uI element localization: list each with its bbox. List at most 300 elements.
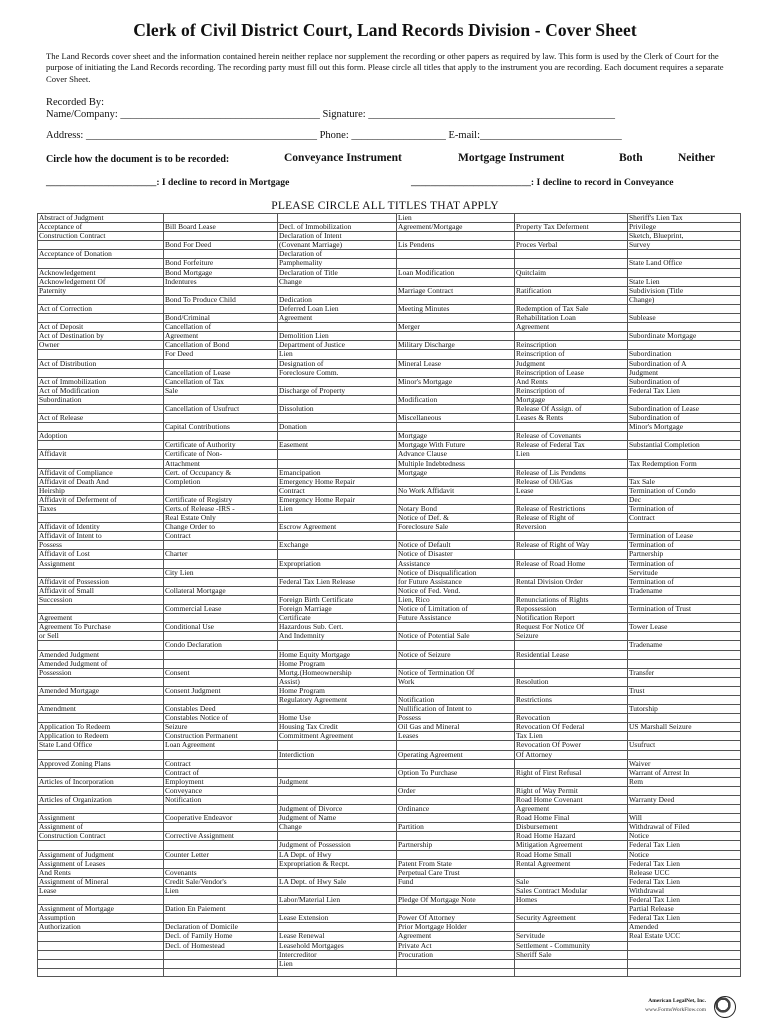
title-cell[interactable] bbox=[397, 759, 515, 768]
title-cell[interactable] bbox=[628, 432, 741, 441]
title-cell[interactable] bbox=[397, 404, 515, 413]
title-cell[interactable]: Taxes bbox=[38, 505, 164, 514]
title-cell[interactable] bbox=[397, 777, 515, 786]
title-cell[interactable]: Judgment bbox=[278, 777, 397, 786]
title-cell[interactable]: Home Equity Mortgage bbox=[278, 650, 397, 659]
title-cell[interactable]: Decl. of Family Home bbox=[164, 932, 278, 941]
title-cell[interactable]: Affidavit of Possession bbox=[38, 577, 164, 586]
title-cell[interactable] bbox=[515, 332, 628, 341]
title-cell[interactable]: Leases & Rents bbox=[515, 414, 628, 423]
title-cell[interactable]: Bond Forfeiture bbox=[164, 259, 278, 268]
decline-mortgage[interactable]: _______________________: I decline to record in Mortgage bbox=[46, 177, 290, 188]
title-cell[interactable]: Expropriation & Recpt. bbox=[278, 859, 397, 868]
title-cell[interactable]: Federal Tax Lien bbox=[628, 877, 741, 886]
title-cell[interactable] bbox=[38, 459, 164, 468]
title-cell[interactable]: Warranty Deed bbox=[628, 796, 741, 805]
title-cell[interactable] bbox=[38, 750, 164, 759]
title-cell[interactable]: Road Home Hazard bbox=[515, 832, 628, 841]
title-cell[interactable]: Foreclosure Comm. bbox=[278, 368, 397, 377]
title-cell[interactable] bbox=[515, 668, 628, 677]
title-cell[interactable] bbox=[515, 568, 628, 577]
title-cell[interactable]: Seizure bbox=[515, 632, 628, 641]
title-cell[interactable]: Tower Lease bbox=[628, 623, 741, 632]
title-cell[interactable]: Conveyance bbox=[164, 786, 278, 795]
title-cell[interactable]: (Covenant Marriage) bbox=[278, 241, 397, 250]
title-cell[interactable]: Right of Way Permit bbox=[515, 786, 628, 795]
title-cell[interactable] bbox=[38, 695, 164, 704]
title-cell[interactable] bbox=[278, 759, 397, 768]
title-cell[interactable] bbox=[515, 659, 628, 668]
title-cell[interactable] bbox=[397, 368, 515, 377]
title-cell[interactable] bbox=[397, 495, 515, 504]
title-cell[interactable]: Mortg.(Homeownership bbox=[278, 668, 397, 677]
title-cell[interactable]: Minor's Mortgage bbox=[397, 377, 515, 386]
option-conveyance[interactable]: Conveyance Instrument bbox=[284, 152, 402, 164]
title-cell[interactable] bbox=[164, 414, 278, 423]
title-cell[interactable]: Notice of Termination Of bbox=[397, 668, 515, 677]
title-cell[interactable]: Request For Notice Of bbox=[515, 623, 628, 632]
title-cell[interactable]: Amended bbox=[628, 923, 741, 932]
title-cell[interactable] bbox=[628, 250, 741, 259]
title-cell[interactable]: Approved Zoning Plans bbox=[38, 759, 164, 768]
title-cell[interactable]: Nullification of Intent to bbox=[397, 705, 515, 714]
title-cell[interactable]: Construction Contract bbox=[38, 832, 164, 841]
title-cell[interactable]: Judgment bbox=[515, 359, 628, 368]
title-cell[interactable]: Trust bbox=[628, 686, 741, 695]
title-cell[interactable]: Partnership bbox=[628, 550, 741, 559]
name-signature-line[interactable]: Name/Company: ______________________________________ Signature: _______________________________________________ bbox=[46, 109, 616, 120]
title-cell[interactable]: Perpetual Care Trust bbox=[397, 868, 515, 877]
title-cell[interactable] bbox=[38, 805, 164, 814]
title-cell[interactable]: Assignment of bbox=[38, 823, 164, 832]
title-cell[interactable]: Construction Contract bbox=[38, 232, 164, 241]
title-cell[interactable]: Cancellation of Tax bbox=[164, 377, 278, 386]
title-cell[interactable]: State Land Office bbox=[628, 259, 741, 268]
title-cell[interactable]: Partial Release bbox=[628, 905, 741, 914]
option-both[interactable]: Both bbox=[619, 152, 643, 164]
title-cell[interactable] bbox=[278, 568, 397, 577]
title-cell[interactable] bbox=[628, 786, 741, 795]
title-cell[interactable]: Reinscription bbox=[515, 341, 628, 350]
title-cell[interactable]: Emergency Home Repair bbox=[278, 495, 397, 504]
title-cell[interactable]: Agreement bbox=[515, 323, 628, 332]
title-cell[interactable] bbox=[38, 314, 164, 323]
title-cell[interactable]: Pamphemality bbox=[278, 259, 397, 268]
title-cell[interactable] bbox=[278, 832, 397, 841]
title-cell[interactable]: Power Of Attorney bbox=[397, 914, 515, 923]
title-cell[interactable]: Acknowledgement Of bbox=[38, 277, 164, 286]
title-cell[interactable]: Usufruct bbox=[628, 741, 741, 750]
title-cell[interactable]: Rental Division Order bbox=[515, 577, 628, 586]
title-cell[interactable]: Sale bbox=[164, 386, 278, 395]
title-cell[interactable] bbox=[278, 786, 397, 795]
title-cell[interactable]: LA Dept. of Hwy Sale bbox=[278, 877, 397, 886]
title-cell[interactable]: City Lien bbox=[164, 568, 278, 577]
title-cell[interactable]: Notice of Seizure bbox=[397, 650, 515, 659]
title-cell[interactable] bbox=[515, 923, 628, 932]
title-cell[interactable]: Sale bbox=[515, 877, 628, 886]
title-cell[interactable]: Road Home Covenant bbox=[515, 796, 628, 805]
title-cell[interactable]: Mortgage With Future bbox=[397, 441, 515, 450]
title-cell[interactable]: Cancellation of Lease bbox=[164, 368, 278, 377]
title-cell[interactable]: Subordinate Mortgage bbox=[628, 332, 741, 341]
title-cell[interactable]: Sales Contract Modular bbox=[515, 886, 628, 895]
title-cell[interactable] bbox=[628, 659, 741, 668]
title-cell[interactable] bbox=[278, 432, 397, 441]
title-cell[interactable]: Settlement - Community bbox=[515, 941, 628, 950]
title-cell[interactable]: Act of Modification bbox=[38, 386, 164, 395]
title-cell[interactable]: Subordination bbox=[38, 395, 164, 404]
title-cell[interactable]: Assignment of Leases bbox=[38, 859, 164, 868]
title-cell[interactable] bbox=[278, 414, 397, 423]
title-cell[interactable] bbox=[397, 532, 515, 541]
title-cell[interactable]: Contract bbox=[278, 486, 397, 495]
title-cell[interactable] bbox=[278, 459, 397, 468]
title-cell[interactable]: Affidavit bbox=[38, 450, 164, 459]
title-cell[interactable]: Procuration bbox=[397, 950, 515, 959]
title-cell[interactable] bbox=[628, 268, 741, 277]
title-cell[interactable]: Notice bbox=[628, 850, 741, 859]
title-cell[interactable]: Change bbox=[278, 823, 397, 832]
title-cell[interactable] bbox=[164, 250, 278, 259]
title-cell[interactable]: Release of Right of Way bbox=[515, 541, 628, 550]
title-cell[interactable]: Amended Judgment bbox=[38, 650, 164, 659]
title-cell[interactable]: Act of Deposit bbox=[38, 323, 164, 332]
title-cell[interactable]: Survey bbox=[628, 241, 741, 250]
title-cell[interactable]: Multiple Indebtedness bbox=[397, 459, 515, 468]
title-cell[interactable]: Bill Board Lease bbox=[164, 223, 278, 232]
title-cell[interactable]: Contract bbox=[164, 759, 278, 768]
title-cell[interactable]: Subordination of bbox=[628, 414, 741, 423]
title-cell[interactable] bbox=[515, 532, 628, 541]
title-cell[interactable]: Road Home Small bbox=[515, 850, 628, 859]
title-cell[interactable]: Demolition Lien bbox=[278, 332, 397, 341]
title-cell[interactable]: Federal Tax Lien bbox=[628, 914, 741, 923]
title-cell[interactable] bbox=[397, 314, 515, 323]
title-cell[interactable] bbox=[628, 714, 741, 723]
title-cell[interactable]: Leases bbox=[397, 732, 515, 741]
title-cell[interactable] bbox=[278, 768, 397, 777]
title-cell[interactable]: Affidavit of Identity bbox=[38, 523, 164, 532]
title-cell[interactable]: Act of Immobilization bbox=[38, 377, 164, 386]
title-cell[interactable]: Substantial Completion bbox=[628, 441, 741, 450]
title-cell[interactable]: Miscellaneous bbox=[397, 414, 515, 423]
title-cell[interactable] bbox=[515, 250, 628, 259]
option-mortgage[interactable]: Mortgage Instrument bbox=[458, 152, 565, 164]
title-cell[interactable]: Collateral Mortgage bbox=[164, 586, 278, 595]
title-cell[interactable]: Construction Permanent bbox=[164, 732, 278, 741]
title-cell[interactable]: Notice of Limitation of bbox=[397, 605, 515, 614]
title-cell[interactable]: Hazardous Sub. Cert. bbox=[278, 623, 397, 632]
title-cell[interactable]: Leasehold Mortgages bbox=[278, 941, 397, 950]
title-cell[interactable]: State Land Office bbox=[38, 741, 164, 750]
title-cell[interactable] bbox=[515, 959, 628, 968]
title-cell[interactable]: Residential Lease bbox=[515, 650, 628, 659]
title-cell[interactable]: Disbursement bbox=[515, 823, 628, 832]
title-cell[interactable]: Lien bbox=[278, 505, 397, 514]
title-cell[interactable] bbox=[397, 796, 515, 805]
title-cell[interactable]: Future Assistance bbox=[397, 614, 515, 623]
title-cell[interactable]: Pledge Of Mortgage Note bbox=[397, 896, 515, 905]
title-cell[interactable] bbox=[278, 532, 397, 541]
title-cell[interactable]: Bond Mortgage bbox=[164, 268, 278, 277]
title-cell[interactable]: Lease Extension bbox=[278, 914, 397, 923]
title-cell[interactable]: Agreement bbox=[397, 932, 515, 941]
title-cell[interactable]: Labor/Material Lien bbox=[278, 896, 397, 905]
title-cell[interactable]: Act of Destination by bbox=[38, 332, 164, 341]
title-cell[interactable] bbox=[397, 959, 515, 968]
title-cell[interactable]: Federal Tax Lien bbox=[628, 859, 741, 868]
title-cell[interactable] bbox=[164, 632, 278, 641]
title-cell[interactable] bbox=[628, 468, 741, 477]
title-cell[interactable]: Adoption bbox=[38, 432, 164, 441]
title-cell[interactable]: Declaration of Domicile bbox=[164, 923, 278, 932]
title-cell[interactable]: Counter Letter bbox=[164, 850, 278, 859]
title-cell[interactable]: Reinscription of Lease bbox=[515, 368, 628, 377]
title-cell[interactable] bbox=[397, 905, 515, 914]
title-cell[interactable]: Termination of Condo bbox=[628, 486, 741, 495]
title-cell[interactable] bbox=[38, 605, 164, 614]
title-cell[interactable]: Charter bbox=[164, 550, 278, 559]
title-cell[interactable]: For Deed bbox=[164, 350, 278, 359]
title-cell[interactable]: Emergency Home Repair bbox=[278, 477, 397, 486]
title-cell[interactable] bbox=[164, 914, 278, 923]
title-cell[interactable]: Security Agreement bbox=[515, 914, 628, 923]
title-cell[interactable] bbox=[515, 232, 628, 241]
title-cell[interactable]: Private Act bbox=[397, 941, 515, 950]
title-cell[interactable]: Agreement bbox=[38, 614, 164, 623]
title-cell[interactable]: Act of Release bbox=[38, 414, 164, 423]
title-cell[interactable] bbox=[515, 550, 628, 559]
title-cell[interactable] bbox=[397, 814, 515, 823]
title-cell[interactable]: Federal Tax Lien Release bbox=[278, 577, 397, 586]
title-cell[interactable] bbox=[278, 641, 397, 650]
title-cell[interactable]: Revocation bbox=[515, 714, 628, 723]
title-cell[interactable]: Succession bbox=[38, 595, 164, 604]
title-cell[interactable]: Military Discharge bbox=[397, 341, 515, 350]
title-cell[interactable]: Servitude bbox=[628, 568, 741, 577]
title-cell[interactable] bbox=[164, 959, 278, 968]
title-cell[interactable]: Housing Tax Credit bbox=[278, 723, 397, 732]
title-cell[interactable] bbox=[397, 277, 515, 286]
title-cell[interactable]: Consent bbox=[164, 668, 278, 677]
title-cell[interactable] bbox=[164, 950, 278, 959]
title-cell[interactable]: Termination of bbox=[628, 541, 741, 550]
address-phone-email-line[interactable]: Address: ____________________________________________ Phone: __________________ E-mail:___________________________ bbox=[46, 130, 622, 141]
title-cell[interactable]: Lien bbox=[164, 886, 278, 895]
title-cell[interactable] bbox=[38, 641, 164, 650]
title-cell[interactable]: Patent From State bbox=[397, 859, 515, 868]
title-cell[interactable]: Release of Right of bbox=[515, 514, 628, 523]
title-cell[interactable]: Redemption of Tax Sale bbox=[515, 304, 628, 313]
title-cell[interactable]: Cancellation of Bond bbox=[164, 341, 278, 350]
title-cell[interactable]: Contract of bbox=[164, 768, 278, 777]
title-cell[interactable]: Capital Contributions bbox=[164, 423, 278, 432]
title-cell[interactable]: Notice bbox=[628, 832, 741, 841]
title-cell[interactable] bbox=[397, 232, 515, 241]
title-cell[interactable]: Lease bbox=[38, 886, 164, 895]
title-cell[interactable]: Act of Correction bbox=[38, 304, 164, 313]
title-cell[interactable]: Rental Agreement bbox=[515, 859, 628, 868]
title-cell[interactable] bbox=[164, 541, 278, 550]
title-cell[interactable]: Declaration of bbox=[278, 250, 397, 259]
title-cell[interactable] bbox=[164, 214, 278, 223]
title-cell[interactable]: Affidavit of Deferment of bbox=[38, 495, 164, 504]
title-cell[interactable] bbox=[164, 823, 278, 832]
title-cell[interactable]: Agreement bbox=[278, 314, 397, 323]
title-cell[interactable] bbox=[164, 859, 278, 868]
title-cell[interactable]: Affidavit of Lost bbox=[38, 550, 164, 559]
title-cell[interactable] bbox=[164, 650, 278, 659]
title-cell[interactable] bbox=[38, 259, 164, 268]
title-cell[interactable]: US Marshall Seizure bbox=[628, 723, 741, 732]
title-cell[interactable]: Quitclaim bbox=[515, 268, 628, 277]
title-cell[interactable]: Emancipation bbox=[278, 468, 397, 477]
title-cell[interactable]: Dissolution bbox=[278, 404, 397, 413]
title-cell[interactable]: Release UCC bbox=[628, 868, 741, 877]
title-cell[interactable]: Notice of Disaster bbox=[397, 550, 515, 559]
title-cell[interactable]: Exchange bbox=[278, 541, 397, 550]
title-cell[interactable] bbox=[38, 959, 164, 968]
title-cell[interactable]: Assignment of Mineral bbox=[38, 877, 164, 886]
title-cell[interactable] bbox=[628, 695, 741, 704]
title-cell[interactable]: Covenants bbox=[164, 868, 278, 877]
title-cell[interactable]: Conditional Use bbox=[164, 623, 278, 632]
title-cell[interactable] bbox=[628, 395, 741, 404]
title-cell[interactable]: Will bbox=[628, 814, 741, 823]
title-cell[interactable]: Restrictions bbox=[515, 695, 628, 704]
title-cell[interactable] bbox=[515, 423, 628, 432]
title-cell[interactable]: Advance Clause bbox=[397, 450, 515, 459]
title-cell[interactable]: Property Tax Deferment bbox=[515, 223, 628, 232]
title-cell[interactable] bbox=[397, 886, 515, 895]
title-cell[interactable]: Indentures bbox=[164, 277, 278, 286]
title-cell[interactable]: Rehabilitation Loan bbox=[515, 314, 628, 323]
title-cell[interactable] bbox=[38, 968, 164, 976]
title-cell[interactable]: Lien, Rico bbox=[397, 595, 515, 604]
title-cell[interactable]: Right of First Refusal bbox=[515, 768, 628, 777]
title-cell[interactable]: Lis Pendens bbox=[397, 241, 515, 250]
title-cell[interactable]: Certs.of Release -IRS - bbox=[164, 505, 278, 514]
title-cell[interactable]: Employment bbox=[164, 777, 278, 786]
title-cell[interactable]: Contract bbox=[164, 532, 278, 541]
title-cell[interactable]: Termination of bbox=[628, 559, 741, 568]
title-cell[interactable]: Release Of Assign. of bbox=[515, 404, 628, 413]
title-cell[interactable] bbox=[278, 868, 397, 877]
title-cell[interactable] bbox=[397, 332, 515, 341]
title-cell[interactable]: Assignment of Mortgage bbox=[38, 905, 164, 914]
title-cell[interactable]: Application to Redeem bbox=[38, 732, 164, 741]
title-cell[interactable] bbox=[515, 277, 628, 286]
title-cell[interactable]: Privilege bbox=[628, 223, 741, 232]
title-cell[interactable]: Notice of Fed. Vend. bbox=[397, 586, 515, 595]
title-cell[interactable]: Change bbox=[278, 277, 397, 286]
title-cell[interactable] bbox=[515, 868, 628, 877]
title-cell[interactable] bbox=[628, 323, 741, 332]
title-cell[interactable] bbox=[164, 896, 278, 905]
title-cell[interactable] bbox=[628, 732, 741, 741]
title-cell[interactable]: Cancellation of Usufruct bbox=[164, 404, 278, 413]
title-cell[interactable]: Option To Purchase bbox=[397, 768, 515, 777]
title-cell[interactable] bbox=[397, 386, 515, 395]
title-cell[interactable]: Notification bbox=[397, 695, 515, 704]
title-cell[interactable]: Acknowledgement bbox=[38, 268, 164, 277]
title-cell[interactable]: Tax Redemption Form bbox=[628, 459, 741, 468]
title-cell[interactable] bbox=[38, 350, 164, 359]
title-cell[interactable] bbox=[38, 896, 164, 905]
title-cell[interactable]: Tradename bbox=[628, 641, 741, 650]
title-cell[interactable]: Articles of Organization bbox=[38, 796, 164, 805]
title-cell[interactable]: Tax Sale bbox=[628, 477, 741, 486]
title-cell[interactable]: Repossession bbox=[515, 605, 628, 614]
title-cell[interactable]: Notice of Default bbox=[397, 541, 515, 550]
title-cell[interactable]: Tutorship bbox=[628, 705, 741, 714]
title-cell[interactable]: Mineral Lease bbox=[397, 359, 515, 368]
title-cell[interactable]: Certificate of Non- bbox=[164, 450, 278, 459]
title-cell[interactable]: Sheriff Sale bbox=[515, 950, 628, 959]
title-cell[interactable]: Warrant of Arrest In bbox=[628, 768, 741, 777]
title-cell[interactable]: Mortgage bbox=[397, 432, 515, 441]
title-cell[interactable] bbox=[38, 423, 164, 432]
title-cell[interactable]: Cert. of Occupancy & bbox=[164, 468, 278, 477]
title-cell[interactable] bbox=[278, 395, 397, 404]
title-cell[interactable]: Work bbox=[397, 677, 515, 686]
title-cell[interactable] bbox=[515, 214, 628, 223]
title-cell[interactable] bbox=[515, 968, 628, 976]
title-cell[interactable] bbox=[397, 968, 515, 976]
title-cell[interactable]: Condo Declaration bbox=[164, 641, 278, 650]
title-cell[interactable] bbox=[164, 659, 278, 668]
title-cell[interactable]: And Rents bbox=[38, 868, 164, 877]
decline-conveyance[interactable]: _________________________: I decline to record in Conveyance bbox=[411, 177, 674, 188]
title-cell[interactable]: Federal Tax Lien bbox=[628, 841, 741, 850]
title-cell[interactable] bbox=[164, 432, 278, 441]
title-cell[interactable] bbox=[38, 841, 164, 850]
title-cell[interactable] bbox=[164, 695, 278, 704]
title-cell[interactable]: Merger bbox=[397, 323, 515, 332]
title-cell[interactable]: Renunciations of Rights bbox=[515, 595, 628, 604]
title-cell[interactable]: No Work Affidavit bbox=[397, 486, 515, 495]
title-cell[interactable]: Minor's Mortgage bbox=[628, 423, 741, 432]
title-cell[interactable]: Intercreditor bbox=[278, 950, 397, 959]
title-cell[interactable]: Attachment bbox=[164, 459, 278, 468]
title-cell[interactable] bbox=[164, 968, 278, 976]
title-cell[interactable] bbox=[278, 286, 397, 295]
title-cell[interactable] bbox=[278, 886, 397, 895]
title-cell[interactable] bbox=[164, 559, 278, 568]
title-cell[interactable]: Abstract of Judgment bbox=[38, 214, 164, 223]
title-cell[interactable] bbox=[38, 941, 164, 950]
title-cell[interactable] bbox=[397, 295, 515, 304]
title-cell[interactable] bbox=[164, 750, 278, 759]
title-cell[interactable]: Change Order to bbox=[164, 523, 278, 532]
title-cell[interactable] bbox=[397, 832, 515, 841]
title-cell[interactable]: Release of Lis Pendens bbox=[515, 468, 628, 477]
title-cell[interactable]: Release of Oil/Gas bbox=[515, 477, 628, 486]
title-cell[interactable] bbox=[38, 714, 164, 723]
title-cell[interactable] bbox=[397, 741, 515, 750]
title-cell[interactable]: LA Dept. of Hwy bbox=[278, 850, 397, 859]
title-cell[interactable] bbox=[38, 441, 164, 450]
title-cell[interactable]: Cancellation of bbox=[164, 323, 278, 332]
title-cell[interactable] bbox=[628, 941, 741, 950]
title-cell[interactable] bbox=[38, 677, 164, 686]
title-cell[interactable]: Home Program bbox=[278, 659, 397, 668]
title-cell[interactable] bbox=[164, 232, 278, 241]
title-cell[interactable] bbox=[397, 850, 515, 859]
title-cell[interactable]: Agreement bbox=[515, 805, 628, 814]
title-cell[interactable]: Commercial Lease bbox=[164, 605, 278, 614]
